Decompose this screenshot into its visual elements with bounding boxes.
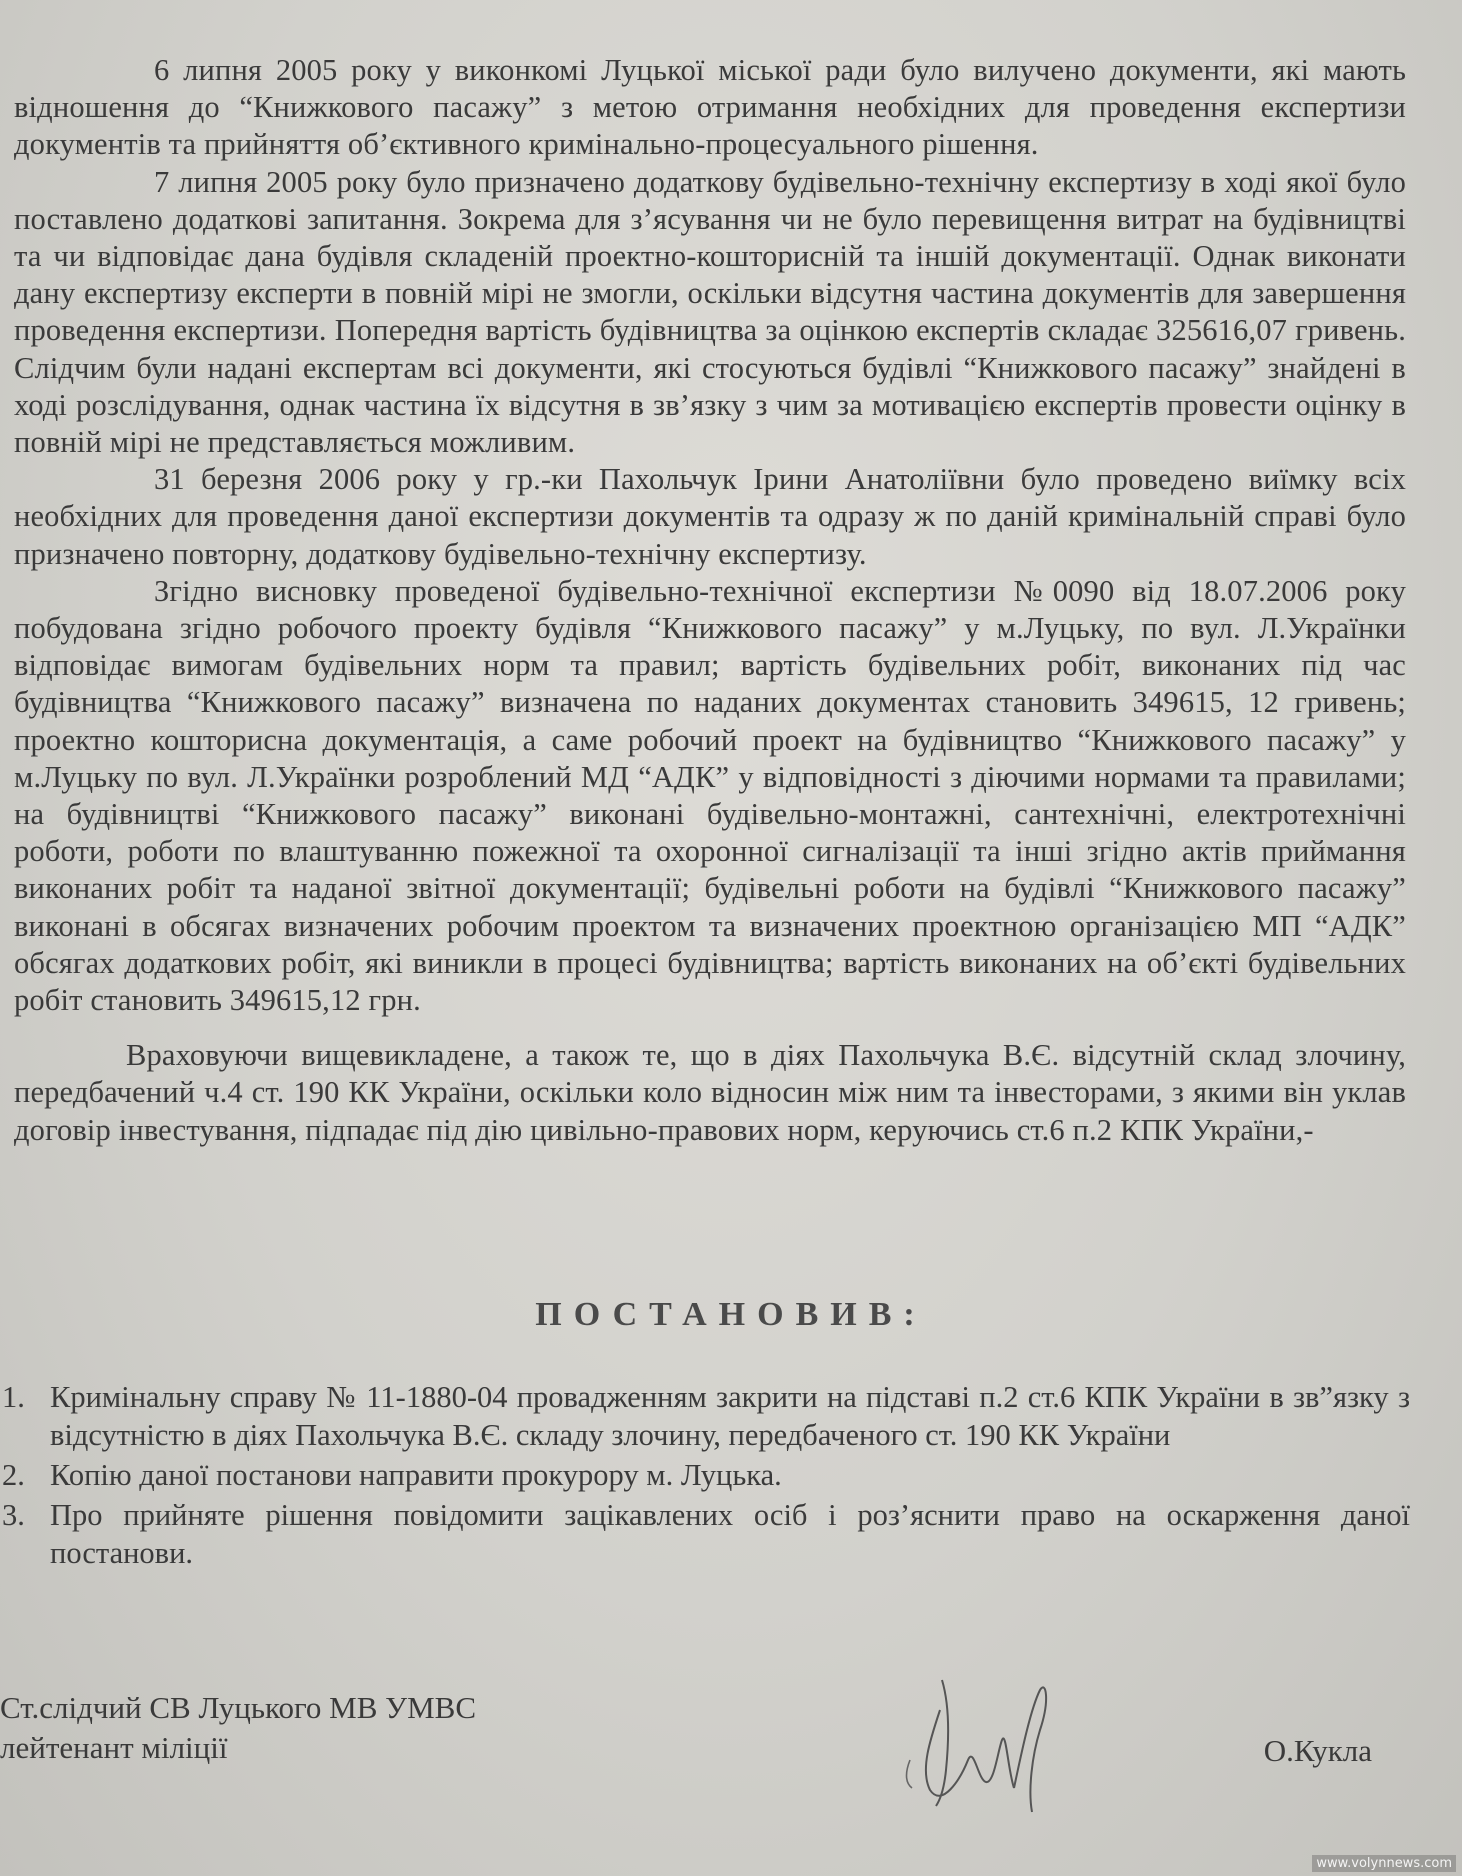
paragraph-4: Згідно висновку проведеної будівельно-технічної експертизи №0090 від 18.07.2006 року побудована згідно робочого проекту будівля “Книжкового пасажу” у м.Луцьку, по вул. Л.Українки відповідає вимогам будівельних норм та правил; вартість будівельних робіт, виконаних під час будівництва “Книжкового пасажу” визначена по наданих документах становить 349615, 12 гривень; проектно кошторисна документація, а саме робочий проект на будівництво “Книжкового пасажу” у м.Луцьку по вул. Л.Українки розроблений МД “АДК” у відповідності з діючими нормами та правилами; на будівництві “Книжкового пасажу” виконані будівельно-монтажні, сантехнічні, електротехнічні роботи, роботи по влаштуванню пожежної та охоронної сигналізації та інші згідно актів приймання виконаних робіт та наданої звітної документації; будівельні роботи на будівлі “Книжкового пасажу” виконані в обсягах визначених робочим проектом та визначених проектною організацією МП “АДК” обсягах додаткових робіт, які виникли в процесі будівництва; вартість виконаних на об’єкті будівельних робіт становить 349615,12 грн.	[14, 573, 1406, 1018]
signatory-position-line2: лейтенант міліції	[0, 1730, 228, 1765]
resolution-heading: ПОСТАНОВИВ:	[535, 1296, 927, 1333]
document-body	[14, 52, 1406, 1149]
paragraph-2: 7 липня 2005 року було призначено додаткову будівельно-технічну експертизу в ході якої було поставлено додаткові запитання. Зокрема для з’ясування чи не було перевищення витрат на будівництві та чи відповідає дана будівля складеній проектно-кошторисній та іншій документації. Однак виконати дану експертизу експерти в повній мірі не змогли, оскільки відсутня частина документів для завершення проведення експертизи. Попередня вартість будівництва за оцінкою експертів складає 325616,07 гривень. Слідчим були надані експертам всі документи, які стосуються будівлі “Книжкового пасажу” знайдені в ході розслідування, однак частина їх відсутня в зв’язку з чим за мотивацією експертів провести оцінку в повній мірі не представляється можливим.	[14, 164, 1406, 460]
list-item-text: Про прийняте рішення повідомити зацікавлених осіб і роз’яснити право на оскарження даної постанови.	[50, 1498, 1410, 1570]
signatory-position	[0, 1688, 476, 1768]
signatory-position-line1: Ст.слідчий СВ Луцького МВ УМВС	[0, 1690, 476, 1725]
paragraph-5: Враховуючи вищевикладене, а також те, що в діях Пахольчука В.Є. відсутній склад злочину, передбачений ч.4 ст. 190 КК України, оскільки коло відносин між ним та інвесторами, з якими він уклав договір інвестування, підпадає під дію цивільно-правових норм, керуючись ст.6 п.2 КПК України,-	[14, 1038, 1406, 1147]
list-item	[0, 1456, 1410, 1494]
list-item-text: Кримінальну справу № 11-1880-04 провадженням закрити на підставі п.2 ст.6 КПК України в зв”язку з відсутністю в діях Пахольчука В.Є. складу злочину, передбаченого ст. 190 КК України	[50, 1380, 1410, 1452]
list-item-number: 2.	[2, 1458, 25, 1492]
list-item	[0, 1378, 1410, 1454]
list-item	[0, 1496, 1410, 1572]
watermark: www.volynnews.com	[1312, 1855, 1456, 1872]
handwritten-signature	[890, 1670, 1070, 1820]
list-item-number: 3.	[2, 1498, 25, 1532]
list-item-number: 1.	[2, 1380, 25, 1414]
list-item-text: Копію даної постанови направити прокурору м. Луцька.	[50, 1458, 782, 1492]
signatory-name: О.Кукла	[1263, 1733, 1372, 1768]
paragraph-1: 6 липня 2005 року у виконкомі Луцької міської ради було вилучено документи, які мають відношення до “Книжкового пасажу” з метою отримання необхідних для проведення експертизи документів та прийняття об’єктивного кримінально-процесуального рішення.	[14, 53, 1406, 162]
paragraph-3: 31 березня 2006 року у гр.-ки Пахольчук Ірини Анатоліївни було проведено виїмку всіх необхідних для проведення даної експертизи документів та одразу ж по даній кримінальній справі було призначено повторну, додаткову будівельно-технічну експертизу.	[14, 462, 1406, 571]
resolution-list	[0, 1378, 1410, 1574]
